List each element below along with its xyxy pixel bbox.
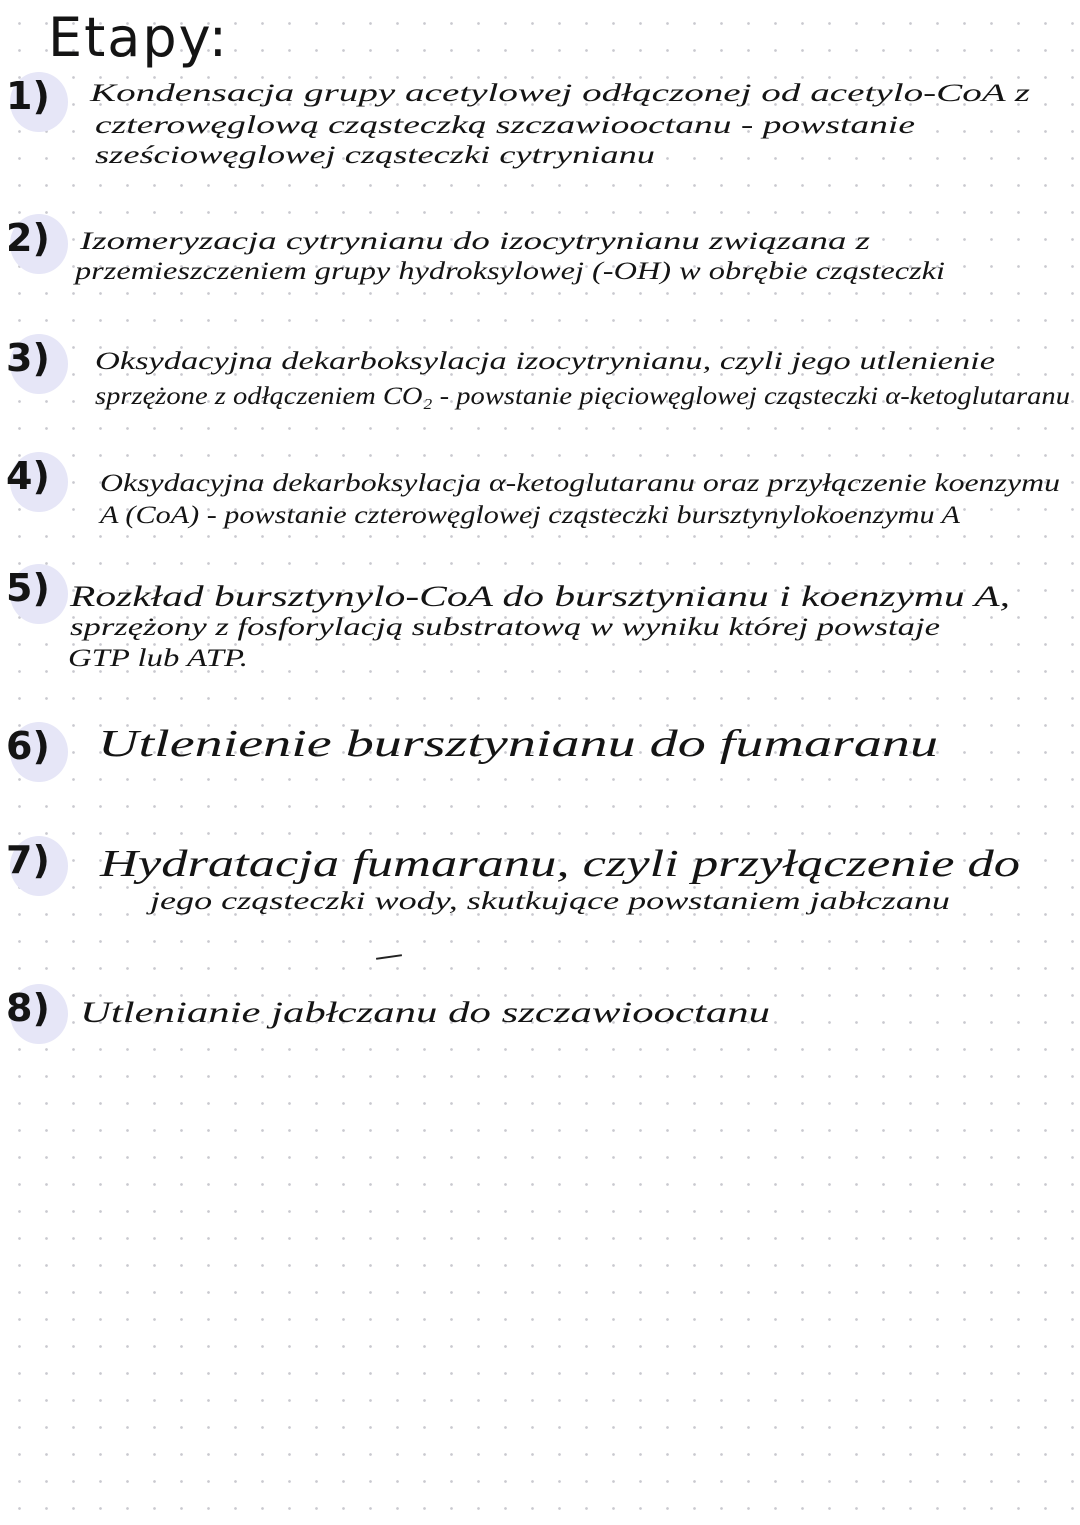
step-1-line-1: Kondensacja grupy acetylowej odłączonej od acetylo-CoA z	[90, 80, 1030, 107]
step-1-line-2: czterowęglową cząsteczką szczawiooctanu - powstanie	[95, 112, 915, 139]
step-number-1: 1)	[6, 68, 72, 134]
step-7-line-1: Hydratacja fumaranu, czyli przyłączenie do	[100, 843, 1021, 885]
step-number-3: 3)	[6, 330, 72, 396]
step-2-line-2: przemieszczeniem grupy hydroksylowej (-OH) w obrębie cząsteczki	[75, 258, 945, 285]
step-5-line-1: Rozkład bursztynylo-CoA do bursztynianu i koenzymu A,	[70, 580, 1010, 613]
step-1-line-3: sześciowęglowej cząsteczki cytrynianu	[95, 142, 655, 169]
step-5-line-3: GTP lub ATP.	[68, 645, 248, 672]
step-number-6: 6)	[6, 718, 72, 784]
step-number-8: 8)	[6, 980, 72, 1046]
step-4-line-2: A (CoA) - powstanie czterowęglowej cząsteczki bursztynylokoenzymu A	[100, 502, 960, 529]
page-title: Etapy:	[48, 6, 229, 69]
step-2-line-1: Izomeryzacja cytrynianu do izocytrynianu związana z	[80, 228, 870, 255]
pen-stroke	[376, 954, 402, 960]
step-number-2: 2)	[6, 210, 72, 276]
step-4-line-1: Oksydacyjna dekarboksylacja α-ketoglutaranu oraz przyłączenie koenzymu	[100, 470, 1060, 497]
step-6-line-1: Utlenienie bursztynianu do fumaranu	[98, 723, 938, 765]
step-5-line-2: sprzężony z fosforylacją substratową w wyniku której powstaje	[70, 614, 940, 641]
step-8-line-1: Utlenianie jabłczanu do szczawiooctanu	[80, 996, 770, 1029]
step-number-7: 7)	[6, 832, 72, 898]
step-3-line-1: Oksydacyjna dekarboksylacja izocytrynianu, czyli jego utlenienie	[95, 348, 996, 375]
step-7-line-2: jego cząsteczki wody, skutkujące powstaniem jabłczanu	[150, 888, 950, 915]
step-number-5: 5)	[6, 560, 72, 626]
step-3-line-2: sprzężone z odłączeniem CO₂ - powstanie pięciowęglowej cząsteczki α-ketoglutaranu	[95, 383, 1070, 410]
step-number-4: 4)	[6, 448, 72, 514]
